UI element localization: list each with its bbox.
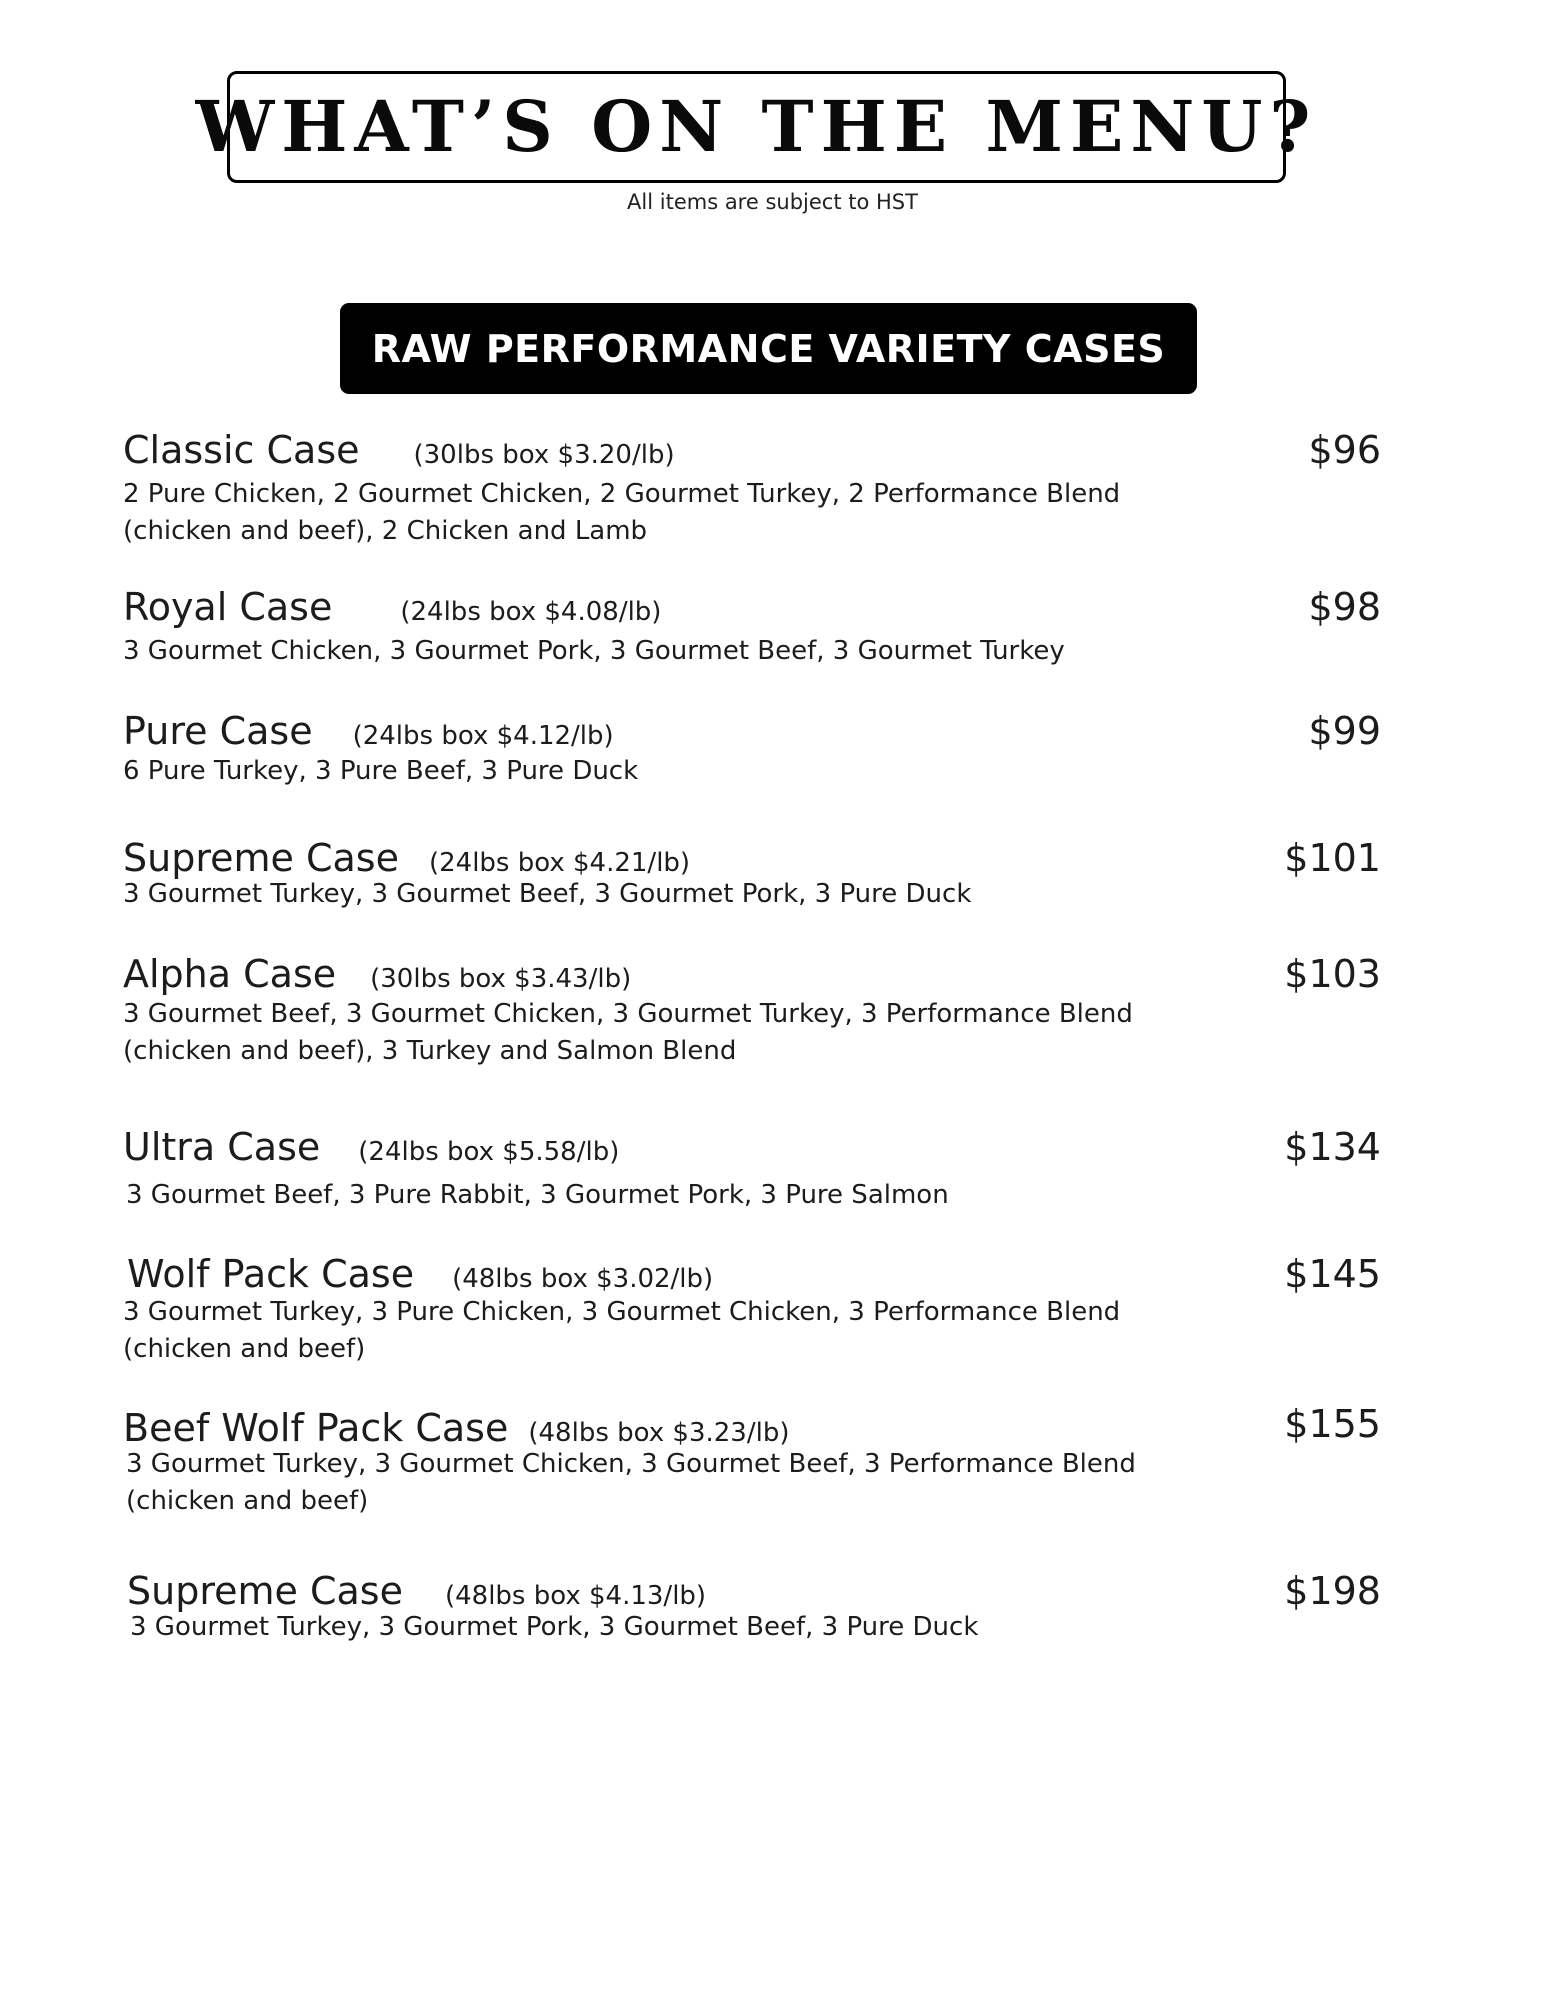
item-price: $99 (1308, 709, 1381, 753)
item-size: (48lbs box $4.13/lb) (444, 1581, 707, 1611)
item-price: $134 (1284, 1125, 1381, 1169)
item-name: Ultra Case (123, 1125, 321, 1169)
item-price: $103 (1284, 952, 1381, 996)
tax-note: All items are subject to HST (627, 190, 918, 214)
item-size: (24lbs box $4.21/lb) (428, 848, 691, 878)
item-description: 3 Gourmet Turkey, 3 Gourmet Chicken, 3 Gourmet Beef, 3 Performance Blend (chicken and beef) (126, 1449, 1136, 1516)
page-title: WHAT’S ON THE MENU? (195, 85, 1318, 168)
item-description: 3 Gourmet Beef, 3 Gourmet Chicken, 3 Gourmet Turkey, 3 Performance Blend (chicken and beef), 3 Turkey and Salmon Blend (123, 999, 1133, 1066)
item-size: (24lbs box $4.12/lb) (352, 721, 614, 751)
item-name: Classic Case (123, 428, 360, 472)
item-name: Beef Wolf Pack Case (123, 1406, 509, 1450)
item-description: 3 Gourmet Beef, 3 Pure Rabbit, 3 Gourmet Pork, 3 Pure Salmon (126, 1180, 949, 1210)
item-description: 3 Gourmet Chicken, 3 Gourmet Pork, 3 Gourmet Beef, 3 Gourmet Turkey (123, 636, 1065, 666)
item-name: Wolf Pack Case (127, 1252, 415, 1296)
item-price: $96 (1308, 428, 1381, 472)
item-name: Supreme Case (127, 1569, 403, 1613)
item-size: (24lbs box $5.58/lb) (358, 1137, 620, 1167)
item-description: 3 Gourmet Turkey, 3 Pure Chicken, 3 Gourmet Chicken, 3 Performance Blend (chicken and beef) (123, 1297, 1121, 1364)
section-header (340, 303, 1197, 394)
item-size: (48lbs box $3.02/lb) (452, 1264, 714, 1294)
item-size: (24lbs box $4.08/lb) (400, 597, 662, 627)
item-description: 3 Gourmet Turkey, 3 Gourmet Beef, 3 Gourmet Pork, 3 Pure Duck (123, 879, 972, 909)
item-price: $198 (1284, 1569, 1381, 1613)
item-size: (30lbs box $3.43/lb) (370, 964, 632, 994)
item-price: $155 (1284, 1402, 1381, 1446)
item-description: 6 Pure Turkey, 3 Pure Beef, 3 Pure Duck (123, 756, 639, 786)
item-size: (30lbs box $3.20/lb) (413, 440, 675, 470)
item-name: Supreme Case (123, 836, 399, 880)
item-price: $101 (1284, 836, 1381, 880)
item-price: $98 (1308, 585, 1381, 629)
item-size: (48lbs box $3.23/lb) (528, 1418, 790, 1448)
item-description: 3 Gourmet Turkey, 3 Gourmet Pork, 3 Gourmet Beef, 3 Pure Duck (130, 1612, 979, 1642)
item-name: Royal Case (123, 585, 333, 629)
section-title: RAW PERFORMANCE VARIETY CASES (371, 326, 1166, 371)
item-name: Alpha Case (123, 952, 337, 996)
item-price: $145 (1284, 1252, 1381, 1296)
menu-title-box (195, 71, 1318, 183)
item-name: Pure Case (123, 709, 313, 753)
item-description: 2 Pure Chicken, 2 Gourmet Chicken, 2 Gourmet Turkey, 2 Performance Blend (chicken and beef), 2 Chicken and Lamb (123, 479, 1121, 546)
